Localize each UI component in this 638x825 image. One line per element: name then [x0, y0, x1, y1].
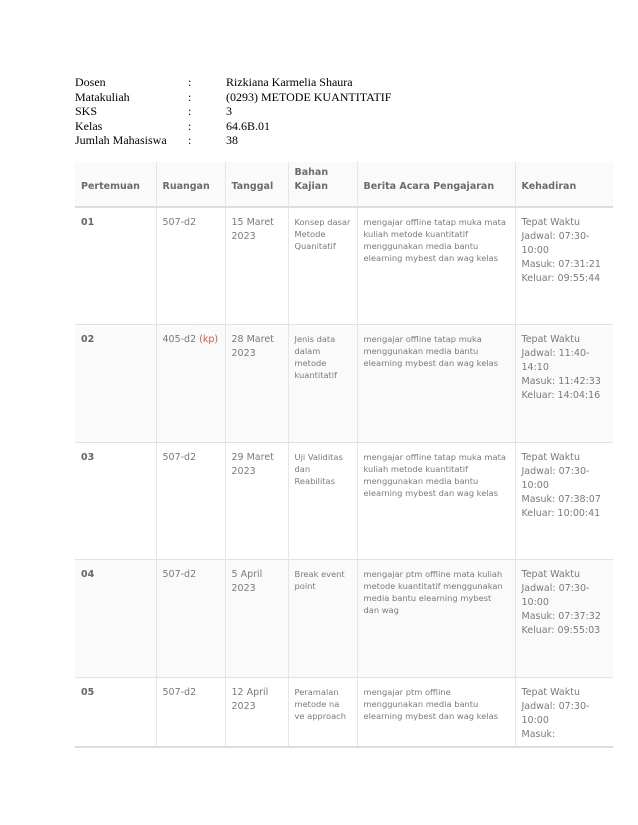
cell-kehadiran — [515, 207, 613, 325]
cell-pertemuan: 01 — [75, 207, 156, 325]
room-code: 507-d2 — [162, 569, 197, 580]
attendance-table — [75, 162, 613, 748]
table-row — [75, 442, 613, 560]
attendance-masuk: Masuk: 07:38:07 — [521, 493, 601, 505]
table-row — [75, 325, 613, 443]
attendance-keluar: Keluar: 09:55:03 — [521, 625, 601, 636]
cell-tanggal: 29 Maret 2023 — [225, 442, 288, 560]
attendance-status: Tepat Waktu — [521, 451, 580, 463]
info-label: Dosen — [75, 75, 106, 89]
cell-berita-acara: mengajar ptm offline menggunakan media bantu elearning mybest dan wag kelas — [357, 677, 515, 747]
info-label: SKS — [75, 104, 98, 118]
info-colon: : — [188, 75, 192, 89]
cell-berita-acara: mengajar offline tatap muka mata kuliah metode kuantitatif menggunakan media bantu elearning mybest dan wag kelas — [357, 207, 515, 325]
info-value: 3 — [226, 104, 232, 118]
cell-ruangan — [156, 325, 225, 443]
room-code: 507-d2 — [162, 217, 197, 228]
cell-bahan-kajian: Jenis data dalam metode kuantitatif — [288, 325, 357, 443]
info-colon: : — [188, 133, 192, 147]
info-label: Matakuliah — [75, 89, 130, 104]
attendance-masuk: Masuk: 11:42:33 — [521, 376, 601, 387]
info-row-dosen — [75, 75, 391, 90]
info-value: (0293) METODE KUANTITATIF — [226, 89, 392, 104]
room-code: 507-d2 — [162, 686, 197, 698]
cell-pertemuan: 05 — [75, 677, 156, 747]
cell-kehadiran — [515, 677, 613, 747]
attendance-jadwal: Jadwal: 07:30-10:00 — [521, 700, 590, 726]
cell-ruangan — [156, 442, 225, 560]
info-row-kelas — [75, 119, 391, 134]
attendance-jadwal: Jadwal: 07:30-10:00 — [521, 583, 590, 608]
cell-bahan-kajian: Konsep dasar Metode Quanitatif — [288, 207, 357, 325]
cell-ruangan — [156, 677, 225, 747]
info-value: 38 — [226, 133, 238, 147]
cell-berita-acara: mengajar ptm offline mata kuliah metode kuantitatif menggunakan media bantu elearning mybest dan wag — [357, 560, 515, 678]
cell-bahan-kajian: Break event point — [288, 560, 357, 678]
attendance-jadwal: Jadwal: 07:30-10:00 — [521, 465, 590, 491]
cell-pertemuan: 02 — [75, 325, 156, 443]
table-row — [75, 207, 613, 325]
table-row — [75, 560, 613, 678]
cell-pertemuan: 04 — [75, 560, 156, 678]
cell-tanggal: 12 April 2023 — [225, 677, 288, 747]
attendance-masuk: Masuk: 07:37:32 — [521, 611, 601, 622]
info-row-jumlah-mahasiswa — [75, 133, 391, 148]
room-note: (kp) — [199, 334, 219, 345]
cell-berita-acara: mengajar offline tatap muka menggunakan media bantu elearning mybest dan wag kelas — [357, 325, 515, 443]
info-label: Kelas — [75, 118, 103, 133]
attendance-status: Tepat Waktu — [521, 686, 580, 698]
attendance-keluar: Keluar: 10:00:41 — [521, 507, 601, 519]
table-header-row — [75, 162, 613, 207]
attendance-keluar: Keluar: 09:55:44 — [521, 273, 601, 284]
info-colon: : — [188, 118, 192, 133]
cell-tanggal: 5 April 2023 — [225, 560, 288, 678]
attendance-masuk: Masuk: 07:31:21 — [521, 259, 601, 270]
header-kehadiran: Kehadiran — [521, 181, 577, 192]
info-row-matakuliah — [75, 90, 391, 105]
cell-kehadiran — [515, 560, 613, 678]
attendance-status: Tepat Waktu — [521, 217, 580, 228]
cell-ruangan — [156, 207, 225, 325]
course-info — [75, 75, 391, 148]
header-tanggal: Tanggal — [225, 162, 288, 207]
cell-ruangan — [156, 560, 225, 678]
cell-kehadiran — [515, 325, 613, 443]
table-row — [75, 677, 613, 747]
cell-berita-acara: mengajar offline tatap muka mata kuliah metode kuantitatif menggunakan media bantu elearning mybest dan wag kelas — [357, 442, 515, 560]
attendance-masuk: Masuk: — [521, 728, 556, 740]
cell-kehadiran — [515, 442, 613, 560]
attendance-keluar: Keluar: 14:04:16 — [521, 390, 601, 401]
info-value: Rizkiana Karmelia Shaura — [226, 75, 353, 89]
cell-bahan-kajian: Uji Validitas dan Reabilitas — [288, 442, 357, 560]
cell-bahan-kajian: Peramalan metode na ve approach — [288, 677, 357, 747]
cell-pertemuan: 03 — [75, 442, 156, 560]
attendance-jadwal: Jadwal: 07:30-10:00 — [521, 231, 590, 256]
info-row-sks — [75, 104, 391, 119]
cell-tanggal: 28 Maret 2023 — [225, 325, 288, 443]
cell-tanggal: 15 Maret 2023 — [225, 207, 288, 325]
info-value: 64.6B.01 — [226, 118, 271, 133]
room-code: 405-d2 — [162, 334, 197, 345]
info-colon: : — [188, 104, 192, 118]
header-bahan-kajian: Bahan Kajian — [288, 162, 357, 207]
info-label: Jumlah Mahasiswa — [75, 133, 167, 147]
room-code: 507-d2 — [162, 451, 197, 463]
header-ruangan: Ruangan — [156, 162, 225, 207]
attendance-jadwal: Jadwal: 11:40-14:10 — [521, 348, 590, 373]
attendance-status: Tepat Waktu — [521, 569, 580, 580]
info-colon: : — [188, 89, 192, 104]
attendance-status: Tepat Waktu — [521, 334, 580, 345]
header-pertemuan: Pertemuan — [75, 162, 156, 207]
header-berita-acara: Berita Acara Pengajaran — [357, 162, 515, 207]
